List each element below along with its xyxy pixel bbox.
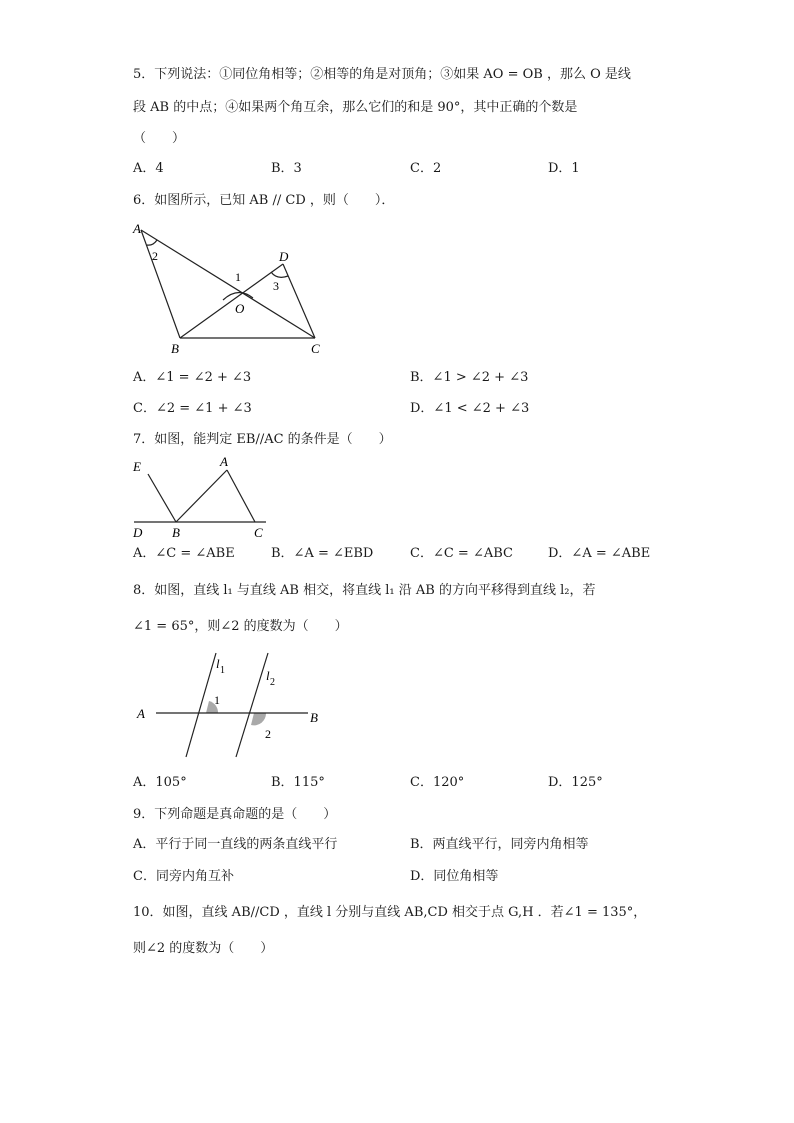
q6-angle-arc-2	[147, 240, 157, 245]
q5-stem-line1: 5．下列说法：①同位角相等；②相等的角是对顶角；③如果 AO = OB ，那么 O 是线	[133, 67, 631, 82]
q9-stem: 9．下列命题是真命题的是（ ）	[133, 807, 337, 822]
q8-label-angle1: 1	[214, 693, 220, 707]
q8-angle-sector-2	[251, 713, 266, 725]
q6-segment-ab	[141, 230, 180, 338]
q6-option-b: B．∠1 > ∠2 + ∠3	[410, 370, 529, 385]
q9-option-d: D．同位角相等	[410, 869, 499, 884]
q8-line-l2	[236, 653, 268, 757]
q8-label-a: A	[137, 706, 145, 721]
q7-label-b: B	[172, 525, 180, 540]
q6-label-o: O	[235, 301, 245, 316]
q9-option-b: B．两直线平行，同旁内角相等	[410, 837, 589, 852]
q6-option-a: A．∠1 = ∠2 + ∠3	[133, 370, 252, 385]
q7-segment-ba	[176, 470, 227, 522]
q8-label-l1-sub: 1	[220, 665, 225, 676]
q5-option-b: B．3	[271, 161, 302, 176]
q7-figure	[128, 452, 278, 542]
q7-label-e: E	[133, 459, 141, 474]
q6-option-d: D．∠1 < ∠2 + ∠3	[410, 401, 530, 416]
q5-answer-paren: （ ）	[133, 131, 186, 146]
q8-option-b: B．115°	[271, 775, 325, 790]
q5-option-c: C．2	[410, 161, 442, 176]
q9-option-c: C．同旁内角互补	[133, 869, 234, 884]
q8-label-l2: l	[266, 668, 270, 683]
q8-label-b: B	[310, 710, 318, 725]
q7-label-c: C	[254, 525, 263, 540]
q6-stem: 6．如图所示，已知 AB // CD ，则（ ）．	[133, 193, 395, 208]
q9-option-a: A．平行于同一直线的两条直线平行	[133, 837, 338, 852]
q8-label-angle2: 2	[265, 727, 271, 741]
q6-label-angle2: 2	[152, 249, 158, 263]
q8-label-l2-sub: 2	[270, 677, 275, 688]
q7-label-d: D	[133, 525, 143, 540]
q6-label-angle1: 1	[235, 270, 241, 284]
q10-stem-line2: 则∠2 的度数为（ ）	[133, 941, 274, 956]
q7-segment-ac	[227, 470, 255, 522]
q5-stem-line2: 段 AB 的中点；④如果两个角互余，那么它们的和是 90°，其中正确的个数是	[133, 100, 578, 115]
q6-label-b: B	[171, 341, 179, 356]
q6-label-c: C	[311, 341, 320, 356]
q5-option-d: D．1	[548, 161, 580, 176]
q8-option-a: A．105°	[133, 775, 187, 790]
q6-option-c: C．∠2 = ∠1 + ∠3	[133, 401, 252, 416]
q8-option-c: C．120°	[410, 775, 465, 790]
q6-segment-ac	[141, 230, 315, 338]
q8-option-d: D．125°	[548, 775, 603, 790]
q7-stem: 7．如图，能判定 EB//AC 的条件是（ ）	[133, 432, 392, 447]
q5-option-a: A．4	[133, 161, 164, 176]
q6-segment-bd	[180, 264, 283, 338]
q6-label-a: A	[133, 221, 141, 236]
q6-label-d: D	[279, 249, 289, 264]
q6-segment-dc	[283, 264, 315, 338]
q8-stem-line2: ∠1 = 65°，则∠2 的度数为（ ）	[133, 619, 348, 634]
q7-label-a: A	[220, 454, 228, 469]
q7-option-d: D．∠A = ∠ABE	[548, 546, 651, 561]
q6-label-angle3: 3	[273, 279, 279, 293]
q7-option-c: C．∠C = ∠ABC	[410, 546, 513, 561]
q8-figure	[130, 645, 330, 765]
q6-angle-arc-3	[271, 272, 288, 277]
q10-stem-line1: 10．如图，直线 AB//CD ，直线 l 分别与直线 AB,CD 相交于点 G,H ．若∠1 = 135°，	[133, 905, 647, 920]
q8-stem-line1: 8．如图，直线 l₁ 与直线 AB 相交，将直线 l₁ 沿 AB 的方向平移得到直线 l₂，若	[133, 583, 596, 598]
q7-option-b: B．∠A = ∠EBD	[271, 546, 374, 561]
q6-figure	[125, 222, 335, 362]
q7-option-a: A．∠C = ∠ABE	[133, 546, 235, 561]
q8-label-l1: l	[216, 656, 220, 671]
q7-segment-eb	[148, 474, 176, 522]
